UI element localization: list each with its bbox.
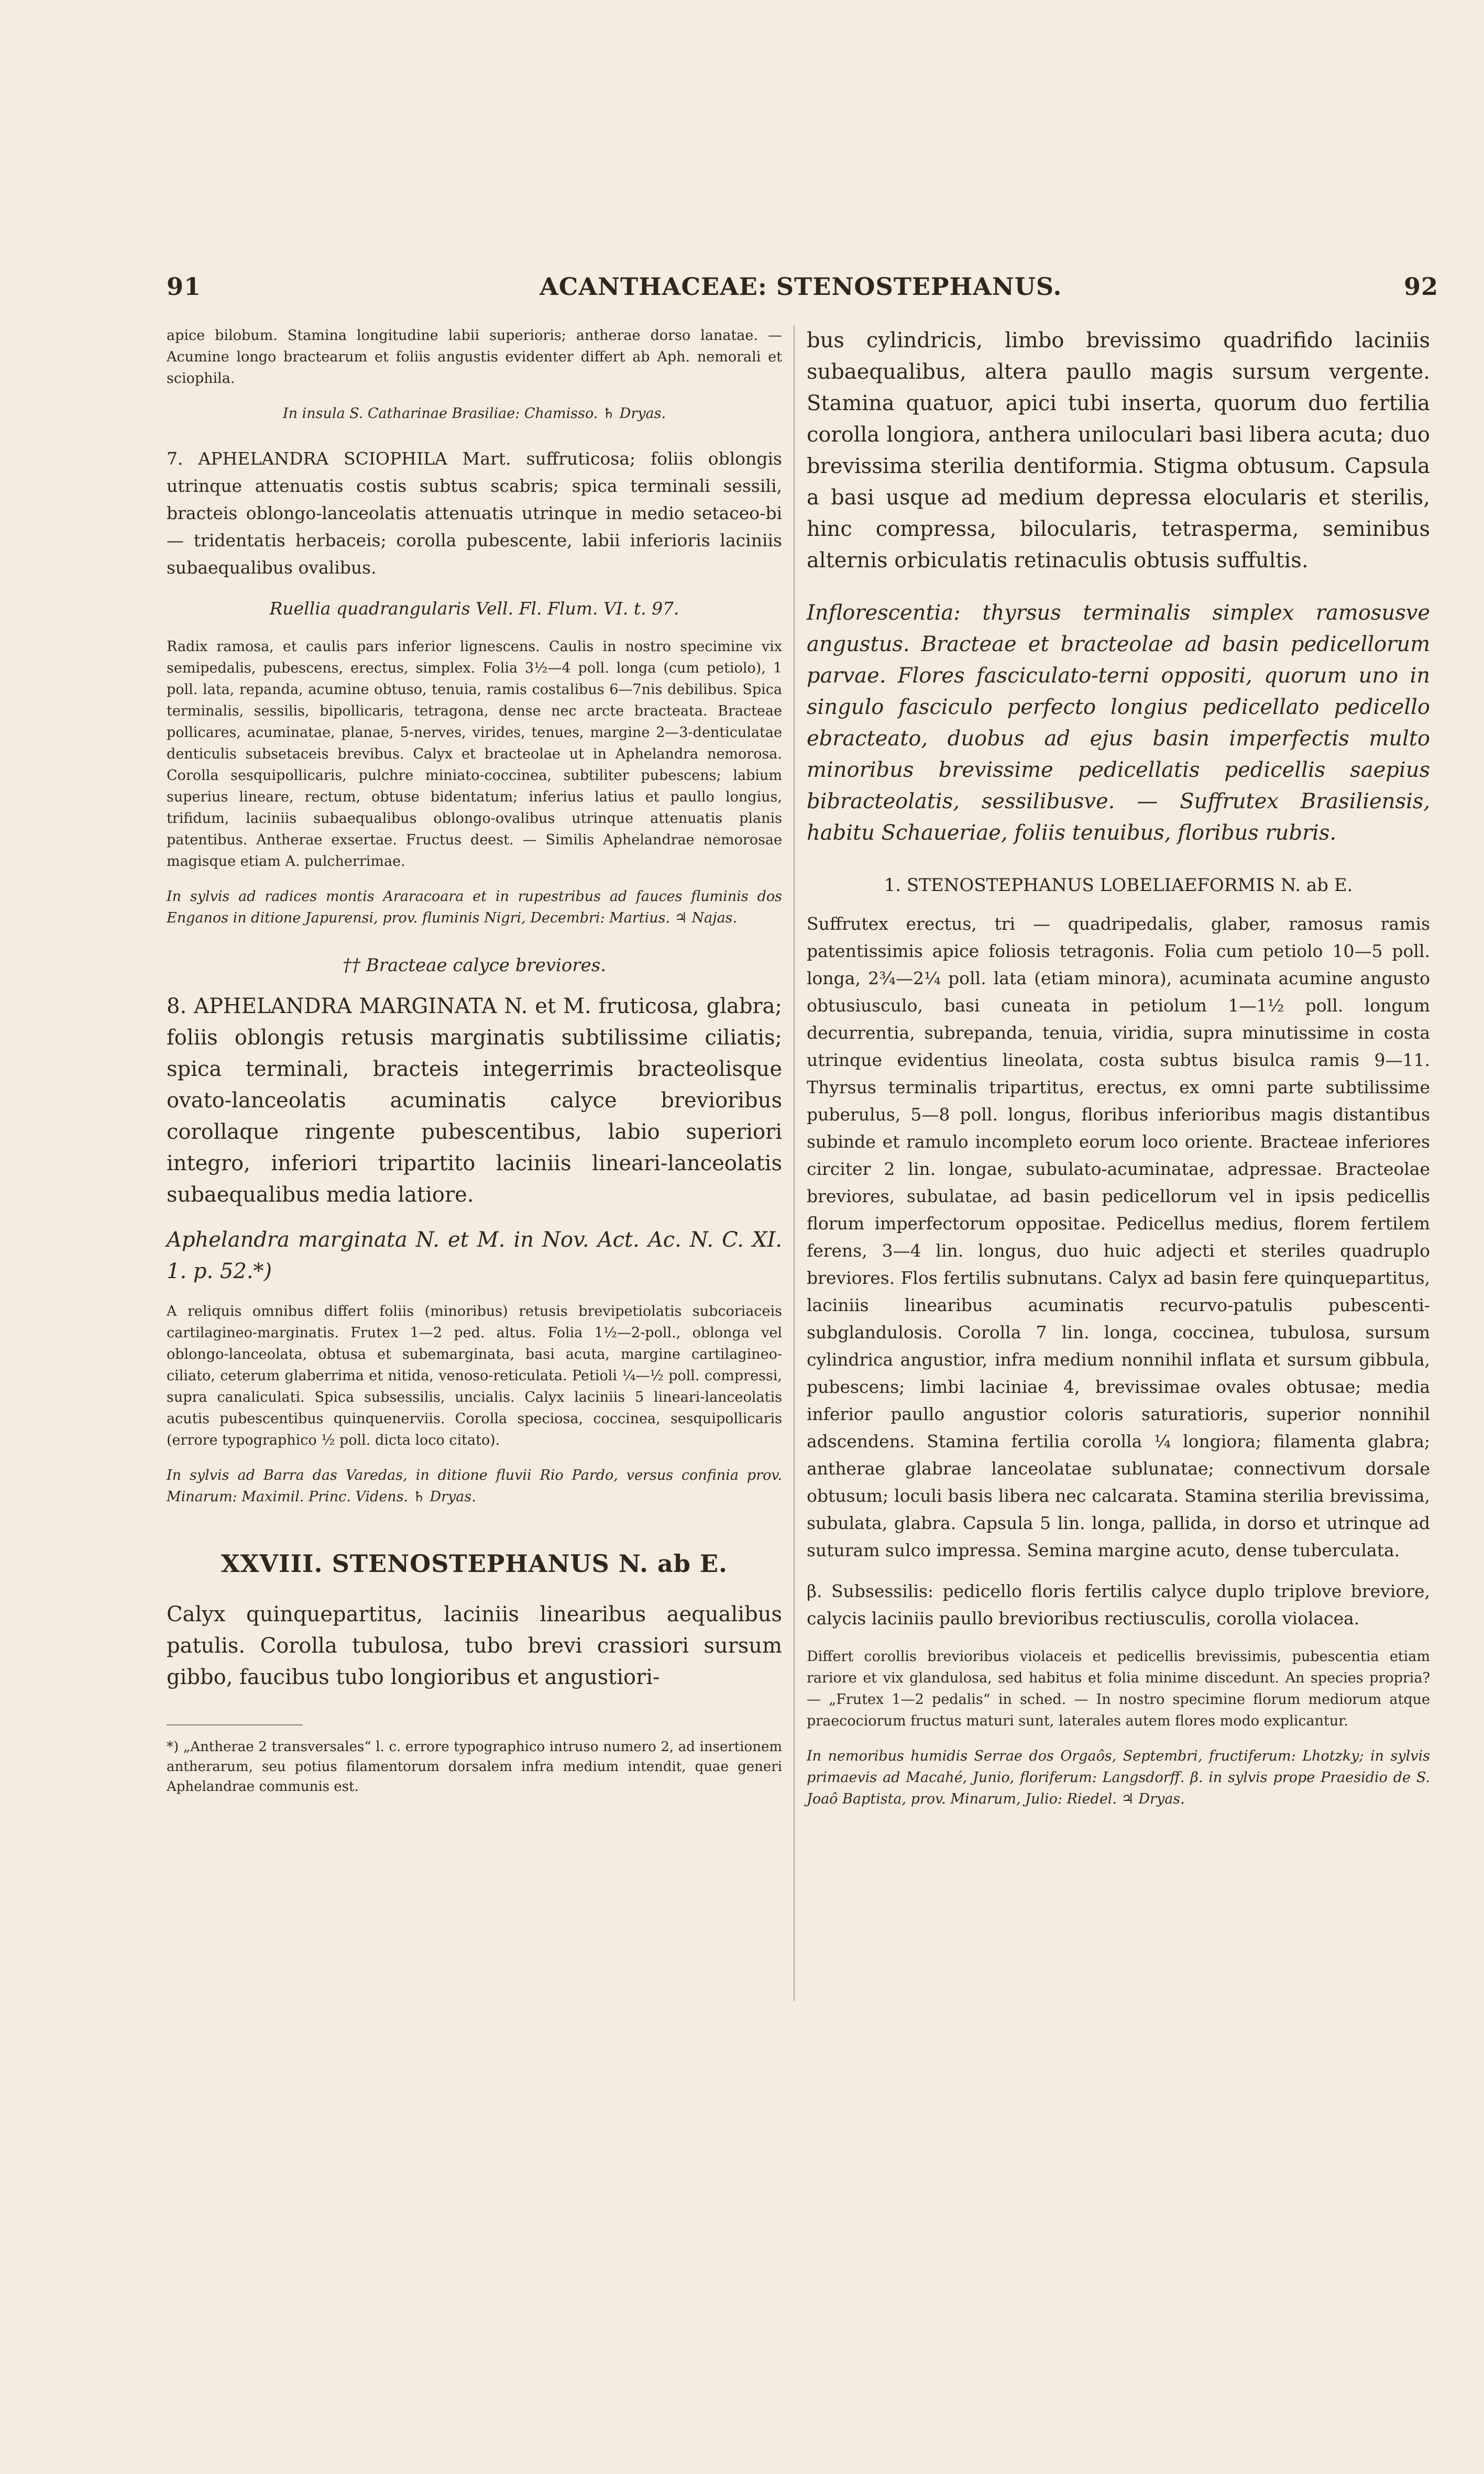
- paragraph: Differt corollis brevioribus violaceis et pedicellis brevissimis, pubescentia etiam rariore et vix glandulosa, sed habitus et folia minime discedunt. An species propria? — „Frutex 1—2 pedalis“ in sched. — In nostro specimine florum mediorum atque praecociorum fructus maturi sunt, laterales autem flores modo explicantur.: [807, 1648, 1430, 1729]
- running-head: ACANTHACEAE: STENOSTEPHANUS.: [540, 272, 1062, 301]
- locality-note: In insula S. Catharinae Brasiliae: Chamisso. ♄ Dryas.: [282, 405, 666, 422]
- genus-description: bus cylindricis, limbo brevissimo quadrifido laciniis subaequalibus, altera paullo magis sursum vergente. Stamina quatuor, apici tubi inserta, quorum duo fertilia corolla longiora, anthera uniloculari basi libera acuta; duo brevissima sterilia dentiformia. Stigma obtusum. Capsula a basi usque ad medium depressa elocularis et sterilis, hinc compressa, bilocularis, tetrasperma, seminibus alternis orbiculatis retinaculis obtusis suffultis.: [807, 328, 1430, 573]
- species-heading: 1. STENOSTEPHANUS LOBELIAEFORMIS N. ab E.: [884, 875, 1353, 896]
- species-description: 7. APHELANDRA SCIOPHILA Mart. suffruticosa; foliis oblongis utrinque attenuatis costis subtus scabris; spica terminali sessili, bracteis oblongo-lanceolatis attenuatis utrinque in medio setaceo-bi — tridentatis herbaceis; corolla pubescente, labii inferioris laciniis subaequalibus ovalibus.: [167, 448, 782, 578]
- right-column: [807, 325, 1430, 1823]
- synonym-citation: Aphelandra marginata N. et M. in Nov. Act. Ac. N. C. XI. 1. p. 52.*): [167, 1228, 782, 1283]
- species-description: Suffrutex erectus, tri — quadripedalis, glaber, ramosus ramis patentissimis apice foliosis tetragonis. Folia cum petiolo 10—5 poll. longa, 2¾—2¼ poll. lata (etiam minora), acuminata acumine angusto obtusiusculo, basi cuneata in petiolum 1—1½ poll. longum decurrentia, subrepanda, tenuia, viridia, supra minutissime in costa utrinque evidentius lineolata, costa subtus bisulca ramis 9—11. Thyrsus terminalis tripartitus, erectus, ex omni parte subtilissime puberulus, 5—8 poll. longus, floribus inferioribus magis distantibus subinde et ramulo incompleto eorum loco oriente. Bracteae inferiores circiter 2 lin. longae, subulato-acuminatae, adpressae. Bracteolae breviores, subulatae, ad basin pedicellorum vel in ipsis pedicellis florum imperfectorum oppositae. Pedicellus medius, florem fertilem ferens, 3—4 lin. longus, duo huic adjecti et steriles quadruplo breviores. Flos fertilis subnutans. Calyx ad basin fere quinquepartitus, laciniis linearibus acuminatis recurvo-patulis pubescenti-subglandulosis. Corolla 7 lin. longa, coccinea, tubulosa, sursum cylindrica angustior, infra medium nonnihil inflata et sursum gibbula, pubescens; limbi laciniae 4, brevissimae ovales obtusae; media inferior paullo angustior coloris saturatioris, superior nonnihil adscendens. Stamina fertilia corolla ¼ longiora; filamenta glabra; antherae glabrae lanceolatae sublunatae; connectivum dorsale obtusum; loculi basis libera nec calcarata. Stamina sterilia brevissima, subulata, glabra. Capsula 5 lin. longa, pallida, in dorso et utrinque ad suturam sulco impressa. Semina margine acuto, dense tuberculata.: [807, 914, 1430, 1560]
- species-description: 8. APHELANDRA MARGINATA N. et M. fruticosa, glabra; foliis oblongis retusis marginatis subtilissime ciliatis; spica terminali, bracteis integerrimis bracteolisque ovato-lanceolatis acuminatis calyce brevioribus corollaque ringente pubescentibus, labio superiori integro, inferiori tripartito laciniis lineari-lanceolatis subaequalibus media latiore.: [167, 994, 782, 1207]
- subsection-heading: †† Bracteae calyce breviores.: [342, 955, 607, 976]
- locality-note: In sylvis ad Barra das Varedas, in ditione fluvii Rio Pardo, versus confinia prov. Minarum: Maximil. Princ. Videns. ♄ Dryas.: [167, 1467, 782, 1505]
- paragraph: apice bilobum. Stamina longitudine labii superioris; antherae dorso lanatae. — Acumine longo bractearum et foliis angustis evidenter differt ab Aph. nemorali et sciophila.: [167, 327, 782, 387]
- genus-description: Calyx quinquepartitus, laciniis linearibus aequalibus patulis. Corolla tubulosa, tubo brevi crassiori sursum gibbo, faucibus tubo longioribus et angustiori-: [167, 1602, 782, 1689]
- genus-heading: XXVIII. STENOSTEPHANUS N. ab E.: [221, 1549, 728, 1578]
- paragraph: Radix ramosa, et caulis pars inferior lignescens. Caulis in nostro specimine vix semipedalis, pubescens, erectus, simplex. Folia 3½—4 poll. longa (cum petiolo), 1 poll. lata, repanda, acumine obtuso, tenuia, ramis costalibus 6—7nis debilibus. Spica terminalis, sessilis, bipollicaris, tetragona, dense nec arcte bracteata. Bracteae pollicares, acuminatae, planae, 5-nerves, virides, tenues, margine 2—3-denticulatae denticulis subsetaceis brevibus. Calyx et bracteolae ut in Aphelandra nemorosa. Corolla sesquipollicaris, pulchre miniato-coccinea, subtiliter pubescens; labium superius lineare, rectum, obtuse bidentatum; inferius latius et paullo longius, trifidum, laciniis subaequalibus oblongo-ovalibus utrinque attenuatis planis patentibus. Antherae exsertae. Fructus deest. — Similis Aphelandrae nemorosae magisque etiam A. pulcherrimae.: [167, 639, 782, 870]
- variety-description: β. Subsessilis: pedicello floris fertilis calyce duplo triplove breviore, calycis laciniis paullo brevioribus rectiusculis, corolla violacea.: [807, 1581, 1430, 1629]
- inflorescence-description: Inflorescentia: thyrsus terminalis simplex ramosusve angustus. Bracteae et bracteolae ad basin pedicellorum parvae. Flores fasciculato-terni oppositi, quorum uno in singulo fasciculo perfecto longius pedicellato pedicello ebracteato, duobus ad ejus basin imperfectis multo minoribus brevissime pedicellatis pedicellis saepius bibracteolatis, sessilibusve. — Suffrutex Brasiliensis, habitu Schaueriae, foliis tenuibus, floribus rubris.: [807, 601, 1430, 845]
- left-column: [167, 325, 782, 1810]
- page-number-right: 92: [1404, 272, 1439, 301]
- synonym-citation: Ruellia quadrangularis Vell. Fl. Flum. VI. t. 97.: [269, 598, 679, 619]
- locality-note: In nemoribus humidis Serrae dos Orgaôs, Septembri, fructiferum: Lhotzky; in sylvis primaevis ad Macahé, Junio, floriferum: Langsdorff. β. in sylvis prope Praesidio de S. Joaô Baptista, prov. Minarum, Julio: Riedel. ♃ Dryas.: [807, 1748, 1430, 1807]
- paragraph: A reliquis omnibus differt foliis (minoribus) retusis brevipetiolatis subcoriaceis cartilagineo-marginatis. Frutex 1—2 ped. altus. Folia 1½—2-poll., oblonga vel oblongo-lanceolata, obtusa et subemarginata, basi acuta, margine cartilagineo-ciliato, ceterum glaberrima et nitida, venoso-reticulata. Petioli ¼—½ poll. compressi, supra canaliculati. Spica subsessilis, uncialis. Calyx laciniis 5 lineari-lanceolatis acutis pubescentibus quinquenerviis. Corolla speciosa, coccinea, sesquipollicaris (errore typographico ½ poll. dicta loco citato).: [167, 1303, 782, 1448]
- footnote-rule: [167, 1724, 303, 1725]
- footnote: *) „Antherae 2 transversales“ l. c. errore typographico intruso numero 2, ad insertionem antherarum, seu potius filamentorum dorsalem infra medium intendit, quae generi Aphelandrae communis est.: [167, 1739, 782, 1795]
- column-divider: [794, 325, 795, 2001]
- page-number-left: 91: [167, 272, 202, 301]
- locality-note: In sylvis ad radices montis Araracoara et in rupestribus ad fauces fluminis dos Enganos in ditione Japurensi, prov. fluminis Nigri, Decembri: Martius. ♃ Najas.: [167, 888, 782, 926]
